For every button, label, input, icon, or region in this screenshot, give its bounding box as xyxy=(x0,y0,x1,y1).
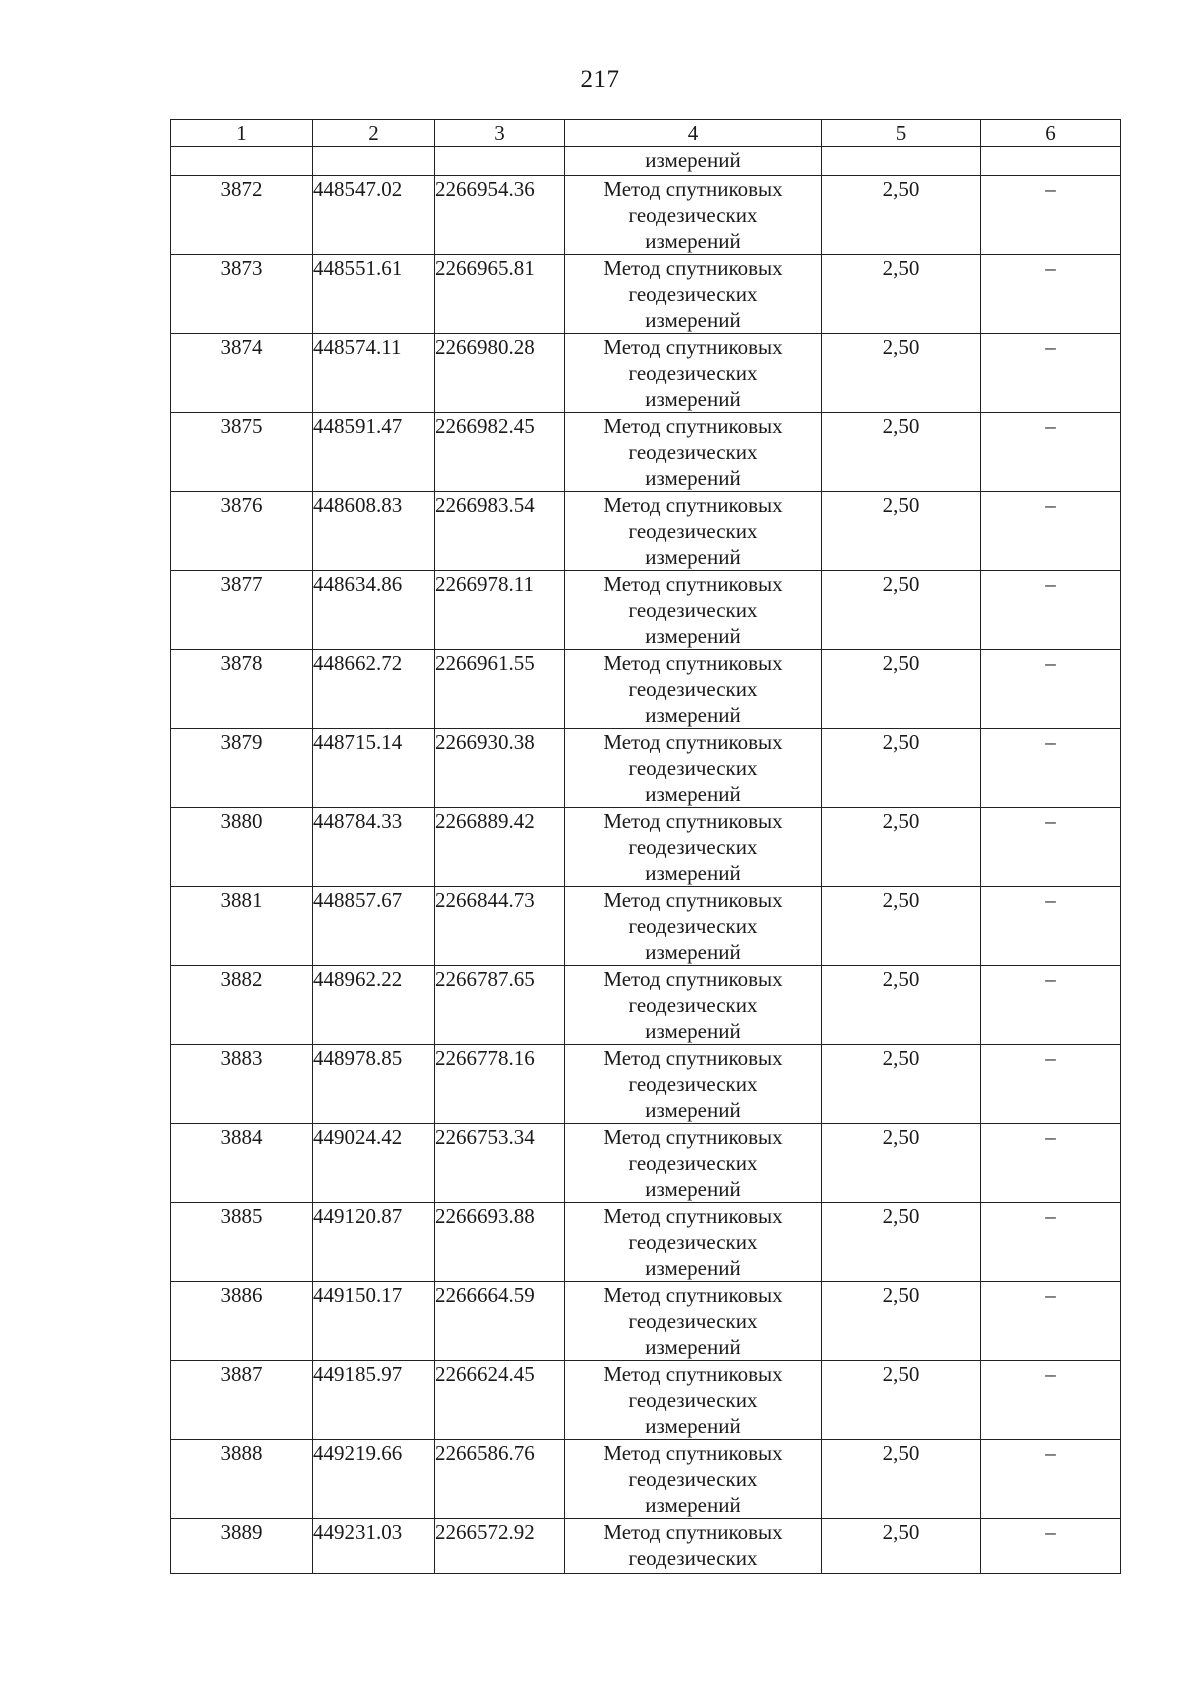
continuation-cell xyxy=(435,147,565,176)
method-line: геодезических xyxy=(628,914,758,938)
method-line: геодезических xyxy=(628,835,758,859)
note-cell: – xyxy=(981,966,1121,1045)
accuracy-cell: 2,50 xyxy=(822,492,981,571)
method-cell xyxy=(565,1203,822,1282)
column-header-y: 3 xyxy=(435,120,565,147)
table-row xyxy=(171,492,1121,571)
method-line: измерений xyxy=(645,1414,741,1438)
y-coordinate-cell: 2266983.54 xyxy=(435,492,565,571)
x-coordinate-cell: 449185.97 xyxy=(313,1361,435,1440)
x-coordinate-cell: 449219.66 xyxy=(313,1440,435,1519)
x-coordinate-cell: 449120.87 xyxy=(313,1203,435,1282)
page-number: 217 xyxy=(580,66,620,93)
y-coordinate-cell: 2266787.65 xyxy=(435,966,565,1045)
method-cell xyxy=(565,650,822,729)
method-line: Метод спутниковых xyxy=(603,967,783,991)
accuracy-cell: 2,50 xyxy=(822,966,981,1045)
method-line: Метод спутниковых xyxy=(603,1520,783,1544)
y-coordinate-cell: 2266778.16 xyxy=(435,1045,565,1124)
method-line: геодезических xyxy=(628,756,758,780)
method-cell xyxy=(565,808,822,887)
x-coordinate-cell: 448608.83 xyxy=(313,492,435,571)
accuracy-cell: 2,50 xyxy=(822,413,981,492)
y-coordinate-cell: 2266624.45 xyxy=(435,1361,565,1440)
accuracy-cell: 2,50 xyxy=(822,1361,981,1440)
y-coordinate-cell: 2266572.92 xyxy=(435,1519,565,1574)
continuation-cell xyxy=(171,147,313,176)
accuracy-cell: 2,50 xyxy=(822,571,981,650)
y-coordinate-cell: 2266965.81 xyxy=(435,255,565,334)
table-row xyxy=(171,1440,1121,1519)
method-cell xyxy=(565,1440,822,1519)
x-coordinate-cell: 449024.42 xyxy=(313,1124,435,1203)
table-row xyxy=(171,176,1121,255)
point-number-cell: 3876 xyxy=(171,492,313,571)
note-cell: – xyxy=(981,492,1121,571)
table-row xyxy=(171,729,1121,808)
note-cell: – xyxy=(981,1361,1121,1440)
table-row xyxy=(171,1519,1121,1574)
table-row xyxy=(171,808,1121,887)
y-coordinate-cell: 2266889.42 xyxy=(435,808,565,887)
x-coordinate-cell: 448962.22 xyxy=(313,966,435,1045)
method-line: геодезических xyxy=(628,440,758,464)
accuracy-cell: 2,50 xyxy=(822,1045,981,1124)
table-row xyxy=(171,650,1121,729)
continuation-row xyxy=(171,147,1121,176)
method-cell xyxy=(565,255,822,334)
note-cell: – xyxy=(981,1519,1121,1574)
table-row xyxy=(171,966,1121,1045)
column-header-accuracy: 5 xyxy=(822,120,981,147)
method-line: измерений xyxy=(645,387,741,411)
x-coordinate-cell: 448547.02 xyxy=(313,176,435,255)
x-coordinate-cell: 449150.17 xyxy=(313,1282,435,1361)
accuracy-cell: 2,50 xyxy=(822,255,981,334)
coordinates-table xyxy=(170,119,1121,1574)
column-header-note: 6 xyxy=(981,120,1121,147)
accuracy-cell: 2,50 xyxy=(822,1203,981,1282)
note-cell: – xyxy=(981,255,1121,334)
y-coordinate-cell: 2266753.34 xyxy=(435,1124,565,1203)
continuation-cell xyxy=(822,147,981,176)
method-line: Метод спутниковых xyxy=(603,414,783,438)
x-coordinate-cell: 448662.72 xyxy=(313,650,435,729)
point-number-cell: 3879 xyxy=(171,729,313,808)
x-coordinate-cell: 448574.11 xyxy=(313,334,435,413)
column-header-x: 2 xyxy=(313,120,435,147)
point-number-cell: 3880 xyxy=(171,808,313,887)
continuation-cell xyxy=(981,147,1121,176)
x-coordinate-cell: 448715.14 xyxy=(313,729,435,808)
method-line: Метод спутниковых xyxy=(603,888,783,912)
method-line: Метод спутниковых xyxy=(603,177,783,201)
method-line: измерений xyxy=(645,1098,741,1122)
method-line: Метод спутниковых xyxy=(603,1125,783,1149)
table-row xyxy=(171,334,1121,413)
method-line: измерений xyxy=(645,703,741,727)
table-row xyxy=(171,571,1121,650)
table-row xyxy=(171,1124,1121,1203)
method-cell xyxy=(565,1124,822,1203)
method-cell xyxy=(565,729,822,808)
point-number-cell: 3884 xyxy=(171,1124,313,1203)
table-row xyxy=(171,255,1121,334)
y-coordinate-cell: 2266978.11 xyxy=(435,571,565,650)
method-line: геодезических xyxy=(628,677,758,701)
note-cell: – xyxy=(981,1124,1121,1203)
method-line: геодезических xyxy=(628,203,758,227)
method-line: Метод спутниковых xyxy=(603,1204,783,1228)
method-line: измерений xyxy=(645,1019,741,1043)
continuation-method-text: измерений xyxy=(565,147,822,176)
method-line: Метод спутниковых xyxy=(603,493,783,517)
point-number-cell: 3885 xyxy=(171,1203,313,1282)
method-cell xyxy=(565,334,822,413)
x-coordinate-cell: 448591.47 xyxy=(313,413,435,492)
point-number-cell: 3872 xyxy=(171,176,313,255)
method-line: измерений xyxy=(645,861,741,885)
y-coordinate-cell: 2266844.73 xyxy=(435,887,565,966)
accuracy-cell: 2,50 xyxy=(822,1124,981,1203)
y-coordinate-cell: 2266586.76 xyxy=(435,1440,565,1519)
accuracy-cell: 2,50 xyxy=(822,176,981,255)
point-number-cell: 3887 xyxy=(171,1361,313,1440)
accuracy-cell: 2,50 xyxy=(822,808,981,887)
point-number-cell: 3881 xyxy=(171,887,313,966)
accuracy-cell: 2,50 xyxy=(822,334,981,413)
column-header-method: 4 xyxy=(565,120,822,147)
method-cell xyxy=(565,1045,822,1124)
point-number-cell: 3883 xyxy=(171,1045,313,1124)
column-header-point: 1 xyxy=(171,120,313,147)
y-coordinate-cell: 2266693.88 xyxy=(435,1203,565,1282)
method-line: геодезических xyxy=(628,1230,758,1254)
method-cell xyxy=(565,176,822,255)
note-cell: – xyxy=(981,571,1121,650)
note-cell: – xyxy=(981,176,1121,255)
y-coordinate-cell: 2266980.28 xyxy=(435,334,565,413)
method-line: измерений xyxy=(645,545,741,569)
method-line: измерений xyxy=(645,1335,741,1359)
method-line: геодезических xyxy=(628,361,758,385)
method-line: геодезических xyxy=(628,282,758,306)
method-cell xyxy=(565,492,822,571)
table-row xyxy=(171,1282,1121,1361)
continuation-cell xyxy=(313,147,435,176)
note-cell: – xyxy=(981,1440,1121,1519)
point-number-cell: 3882 xyxy=(171,966,313,1045)
accuracy-cell: 2,50 xyxy=(822,1282,981,1361)
method-line: измерений xyxy=(645,1493,741,1517)
y-coordinate-cell: 2266961.55 xyxy=(435,650,565,729)
method-line: измерений xyxy=(645,940,741,964)
method-line: измерений xyxy=(645,466,741,490)
accuracy-cell: 2,50 xyxy=(822,1440,981,1519)
accuracy-cell: 2,50 xyxy=(822,650,981,729)
method-line: геодезических xyxy=(628,1309,758,1333)
method-line: Метод спутниковых xyxy=(603,651,783,675)
method-line: измерений xyxy=(645,308,741,332)
x-coordinate-cell: 448857.67 xyxy=(313,887,435,966)
accuracy-cell: 2,50 xyxy=(822,1519,981,1574)
method-cell xyxy=(565,1282,822,1361)
point-number-cell: 3877 xyxy=(171,571,313,650)
table-row xyxy=(171,413,1121,492)
point-number-cell: 3886 xyxy=(171,1282,313,1361)
point-number-cell: 3874 xyxy=(171,334,313,413)
y-coordinate-cell: 2266664.59 xyxy=(435,1282,565,1361)
method-line: Метод спутниковых xyxy=(603,335,783,359)
x-coordinate-cell: 448978.85 xyxy=(313,1045,435,1124)
method-line: геодезических xyxy=(628,1467,758,1491)
note-cell: – xyxy=(981,650,1121,729)
method-line: геодезических xyxy=(628,1072,758,1096)
method-cell xyxy=(565,1519,822,1574)
method-line: измерений xyxy=(645,782,741,806)
method-line: измерений xyxy=(645,624,741,648)
point-number-cell: 3875 xyxy=(171,413,313,492)
table-header-row xyxy=(171,120,1121,147)
method-cell xyxy=(565,966,822,1045)
method-line: геодезических xyxy=(628,519,758,543)
method-line: Метод спутниковых xyxy=(603,1046,783,1070)
method-line: Метод спутниковых xyxy=(603,256,783,280)
method-line: измерений xyxy=(645,229,741,253)
method-line: Метод спутниковых xyxy=(603,1441,783,1465)
method-line: геодезических xyxy=(628,1388,758,1412)
method-cell xyxy=(565,887,822,966)
method-line: геодезических xyxy=(628,598,758,622)
y-coordinate-cell: 2266954.36 xyxy=(435,176,565,255)
method-cell xyxy=(565,571,822,650)
method-line: геодезических xyxy=(628,1151,758,1175)
point-number-cell: 3873 xyxy=(171,255,313,334)
method-line: Метод спутниковых xyxy=(603,730,783,754)
point-number-cell: 3888 xyxy=(171,1440,313,1519)
note-cell: – xyxy=(981,887,1121,966)
method-line: Метод спутниковых xyxy=(603,572,783,596)
table-row xyxy=(171,1361,1121,1440)
note-cell: – xyxy=(981,1282,1121,1361)
accuracy-cell: 2,50 xyxy=(822,729,981,808)
point-number-cell: 3878 xyxy=(171,650,313,729)
note-cell: – xyxy=(981,1203,1121,1282)
note-cell: – xyxy=(981,413,1121,492)
method-line: геодезических xyxy=(628,993,758,1017)
x-coordinate-cell: 448784.33 xyxy=(313,808,435,887)
method-line: измерений xyxy=(645,1177,741,1201)
table-row xyxy=(171,1203,1121,1282)
note-cell: – xyxy=(981,334,1121,413)
y-coordinate-cell: 2266982.45 xyxy=(435,413,565,492)
method-line: Метод спутниковых xyxy=(603,1283,783,1307)
method-line: Метод спутниковых xyxy=(603,809,783,833)
table-row xyxy=(171,1045,1121,1124)
table-row xyxy=(171,887,1121,966)
note-cell: – xyxy=(981,1045,1121,1124)
note-cell: – xyxy=(981,729,1121,808)
method-line: измерений xyxy=(645,1256,741,1280)
point-number-cell: 3889 xyxy=(171,1519,313,1574)
method-cell xyxy=(565,1361,822,1440)
accuracy-cell: 2,50 xyxy=(822,887,981,966)
method-line: геодезических xyxy=(628,1546,758,1570)
method-cell xyxy=(565,413,822,492)
note-cell: – xyxy=(981,808,1121,887)
x-coordinate-cell: 448551.61 xyxy=(313,255,435,334)
y-coordinate-cell: 2266930.38 xyxy=(435,729,565,808)
x-coordinate-cell: 448634.86 xyxy=(313,571,435,650)
x-coordinate-cell: 449231.03 xyxy=(313,1519,435,1574)
method-line: Метод спутниковых xyxy=(603,1362,783,1386)
